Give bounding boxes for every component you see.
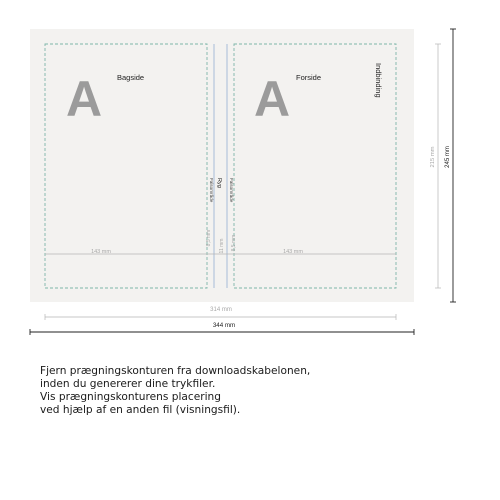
cover-sheet [30,29,414,302]
spine-dim: 11 mm [219,238,225,254]
outer-height-label: 245 mm [445,146,451,168]
instruction-line: ved hjælp af en anden fil (visningsfil). [40,404,241,416]
instruction-line: inden du genererer dine trykfiler. [40,378,216,390]
back-cover-label: Bagside [117,73,145,82]
fold-label-right: Falsområde [229,178,234,203]
spine-label: Ryg [216,178,222,188]
back-cover-letter: A [65,71,103,127]
binding-label: Indbinding [374,63,383,98]
front-width-label: 143 mm [283,249,303,255]
front-cover-label: Forside [296,73,322,82]
fold-label-left: Falsområde [209,178,214,203]
instruction-line: Vis prægningskonturens placering [40,391,221,403]
instructions-note [40,365,480,417]
outer-width-label: 344 mm [212,322,236,329]
fold-right-dim: 8,5 mm [231,234,237,252]
inner-height-label: 215 mm [430,146,436,168]
front-cover-letter: A [253,71,291,127]
inner-width-label: 314 mm [210,307,232,313]
back-width-label: 143 mm [91,249,111,255]
fold-left-dim: 8,5 mm [206,229,212,247]
instruction-line: Fjern prægningskonturen fra downloadskabelonen, [40,365,311,377]
